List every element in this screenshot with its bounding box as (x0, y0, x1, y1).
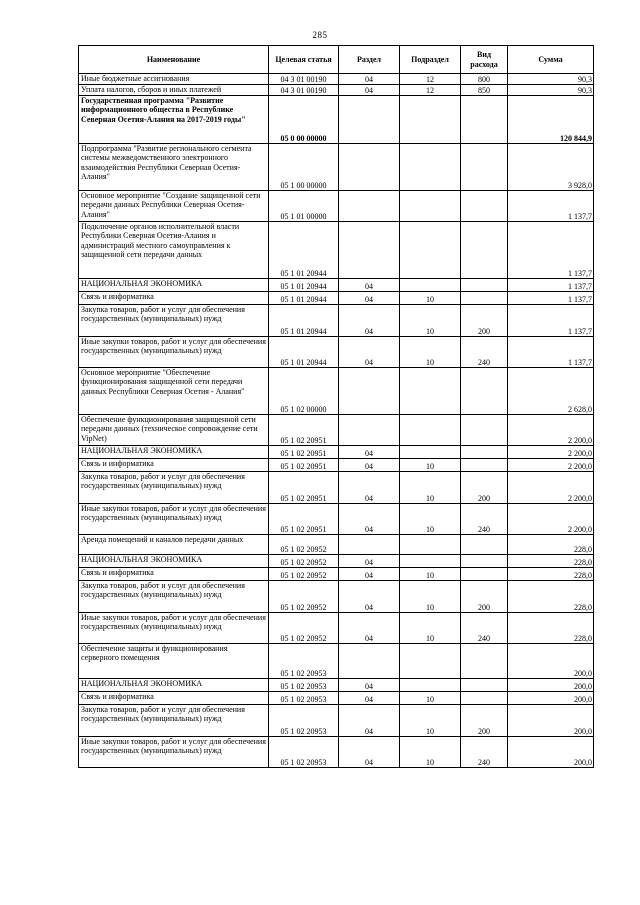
cell-section: 04 (339, 568, 400, 581)
cell-amount: 120 844,9 (508, 96, 594, 144)
cell-name: Обеспечение функционирования защищенной сети передачи данных (техническое сопровождение сети VipNet) (79, 415, 269, 446)
cell-target: 05 1 02 20952 (269, 555, 339, 568)
cell-section (339, 191, 400, 222)
cell-section: 04 (339, 705, 400, 737)
cell-name: Уплата налогов, сборов и иных платежей (79, 85, 269, 96)
table-row (79, 74, 594, 85)
cell-expense-type: 850 (461, 85, 508, 96)
cell-amount: 2 200,0 (508, 415, 594, 446)
cell-subsection (400, 222, 461, 279)
cell-expense-type (461, 415, 508, 446)
cell-subsection: 10 (400, 337, 461, 368)
cell-subsection: 10 (400, 292, 461, 305)
cell-subsection: 10 (400, 504, 461, 535)
table-row (79, 292, 594, 305)
cell-target: 05 0 00 00000 (269, 96, 339, 144)
cell-name: Иные бюджетные ассигнования (79, 74, 269, 85)
cell-target: 05 1 01 00000 (269, 191, 339, 222)
cell-name: НАЦИОНАЛЬНАЯ ЭКОНОМИКА (79, 279, 269, 292)
cell-subsection (400, 368, 461, 415)
cell-expense-type (461, 644, 508, 679)
cell-target: 05 1 02 20951 (269, 472, 339, 504)
cell-target: 05 1 01 20944 (269, 337, 339, 368)
cell-subsection (400, 144, 461, 191)
cell-expense-type: 240 (461, 613, 508, 644)
cell-expense-type: 800 (461, 74, 508, 85)
page-number: 285 (312, 30, 328, 40)
cell-expense-type: 200 (461, 581, 508, 613)
table-row (79, 459, 594, 472)
cell-subsection (400, 679, 461, 692)
cell-name: Основное мероприятие "Обеспечение функционирования защищенной сети передачи данных Республики Северная Осетия - Алания" (79, 368, 269, 415)
table-row (79, 96, 594, 144)
cell-expense-type: 240 (461, 737, 508, 768)
cell-target: 05 1 01 20944 (269, 222, 339, 279)
cell-expense-type (461, 279, 508, 292)
table-row (79, 191, 594, 222)
table-row (79, 446, 594, 459)
cell-subsection: 10 (400, 568, 461, 581)
cell-name: Закупка товаров, работ и услуг для обеспечения государственных (муниципальных) нужд (79, 305, 269, 337)
cell-subsection (400, 415, 461, 446)
cell-name: Иные закупки товаров, работ и услуг для обеспечения государственных (муниципальных) нужд (79, 613, 269, 644)
cell-expense-type (461, 555, 508, 568)
cell-name: Иные закупки товаров, работ и услуг для обеспечения государственных (муниципальных) нужд (79, 504, 269, 535)
cell-expense-type (461, 535, 508, 555)
cell-subsection: 10 (400, 692, 461, 705)
cell-section: 04 (339, 459, 400, 472)
table-body (79, 74, 594, 768)
table-row (79, 415, 594, 446)
cell-subsection: 12 (400, 74, 461, 85)
cell-subsection (400, 191, 461, 222)
cell-expense-type (461, 191, 508, 222)
cell-subsection (400, 446, 461, 459)
cell-subsection: 10 (400, 581, 461, 613)
cell-name: Связь и информатика (79, 692, 269, 705)
cell-section (339, 144, 400, 191)
cell-expense-type: 240 (461, 504, 508, 535)
col-header-subsection: Подраздел (400, 46, 461, 74)
cell-expense-type: 240 (461, 337, 508, 368)
table-row (79, 644, 594, 679)
cell-section: 04 (339, 292, 400, 305)
cell-expense-type (461, 96, 508, 144)
table-row (79, 705, 594, 737)
cell-amount: 200,0 (508, 679, 594, 692)
cell-subsection (400, 535, 461, 555)
cell-section: 04 (339, 737, 400, 768)
cell-amount: 1 137,7 (508, 191, 594, 222)
cell-section (339, 535, 400, 555)
cell-amount: 1 137,7 (508, 222, 594, 279)
cell-amount: 228,0 (508, 568, 594, 581)
cell-expense-type (461, 292, 508, 305)
cell-section: 04 (339, 305, 400, 337)
table-row (79, 85, 594, 96)
cell-target: 04 3 01 00190 (269, 85, 339, 96)
cell-amount: 200,0 (508, 692, 594, 705)
cell-amount: 228,0 (508, 613, 594, 644)
cell-expense-type: 200 (461, 305, 508, 337)
cell-subsection (400, 555, 461, 568)
cell-name: Закупка товаров, работ и услуг для обеспечения государственных (муниципальных) нужд (79, 581, 269, 613)
cell-amount: 90,3 (508, 74, 594, 85)
cell-target: 05 1 02 20953 (269, 705, 339, 737)
cell-amount: 228,0 (508, 535, 594, 555)
col-header-target: Целевая статья (269, 46, 339, 74)
table-row (79, 555, 594, 568)
cell-target: 05 1 02 20951 (269, 446, 339, 459)
cell-subsection: 10 (400, 613, 461, 644)
cell-target: 05 1 02 20953 (269, 692, 339, 705)
cell-target: 05 1 01 20944 (269, 305, 339, 337)
cell-target: 05 1 01 20944 (269, 279, 339, 292)
cell-section (339, 415, 400, 446)
cell-section: 04 (339, 581, 400, 613)
table-row (79, 305, 594, 337)
cell-amount: 2 628,0 (508, 368, 594, 415)
cell-section: 04 (339, 337, 400, 368)
cell-section: 04 (339, 85, 400, 96)
cell-subsection: 12 (400, 85, 461, 96)
cell-expense-type (461, 144, 508, 191)
cell-subsection: 10 (400, 472, 461, 504)
table-row (79, 368, 594, 415)
cell-subsection: 10 (400, 737, 461, 768)
cell-target: 05 1 00 00000 (269, 144, 339, 191)
cell-subsection (400, 644, 461, 679)
cell-expense-type: 200 (461, 472, 508, 504)
cell-name: Подпрограмма "Развитие регионального сегмента системы межведомственного электронного взаимодействия Республики Северная Осетия-Алания" (79, 144, 269, 191)
cell-section: 04 (339, 555, 400, 568)
cell-target: 05 1 02 20951 (269, 504, 339, 535)
table-row (79, 692, 594, 705)
cell-name: Подключение органов исполнительной власти Республики Северная Осетия-Алания и администраций местного самоуправления к защищенной сети передачи данных (79, 222, 269, 279)
table-row (79, 144, 594, 191)
cell-subsection: 10 (400, 705, 461, 737)
cell-name: Аренда помещений и каналов передачи данных (79, 535, 269, 555)
cell-expense-type (461, 692, 508, 705)
cell-target: 05 1 02 00000 (269, 368, 339, 415)
cell-amount: 90,3 (508, 85, 594, 96)
cell-name: Закупка товаров, работ и услуг для обеспечения государственных (муниципальных) нужд (79, 472, 269, 504)
cell-amount: 1 137,7 (508, 279, 594, 292)
cell-section (339, 644, 400, 679)
cell-amount: 2 200,0 (508, 504, 594, 535)
col-header-expense-type: Вид расхода (461, 46, 508, 74)
cell-name: Связь и информатика (79, 459, 269, 472)
cell-target: 05 1 02 20952 (269, 535, 339, 555)
cell-amount: 2 200,0 (508, 446, 594, 459)
cell-name: НАЦИОНАЛЬНАЯ ЭКОНОМИКА (79, 679, 269, 692)
cell-target: 05 1 02 20951 (269, 415, 339, 446)
table-row (79, 568, 594, 581)
cell-target: 05 1 01 20944 (269, 292, 339, 305)
col-header-name: Наименование (79, 46, 269, 74)
cell-section: 04 (339, 679, 400, 692)
budget-table (78, 45, 594, 768)
cell-amount: 1 137,7 (508, 305, 594, 337)
table-row (79, 679, 594, 692)
cell-amount: 2 200,0 (508, 459, 594, 472)
cell-amount: 228,0 (508, 555, 594, 568)
cell-name: Основное мероприятие "Создание защищенной сети передачи данных Республики Северная Осетия-Алания" (79, 191, 269, 222)
cell-section: 04 (339, 613, 400, 644)
cell-section: 04 (339, 74, 400, 85)
cell-name: НАЦИОНАЛЬНАЯ ЭКОНОМИКА (79, 555, 269, 568)
cell-amount: 200,0 (508, 737, 594, 768)
cell-target: 05 1 02 20953 (269, 644, 339, 679)
cell-target: 05 1 02 20952 (269, 568, 339, 581)
cell-section (339, 96, 400, 144)
cell-amount: 228,0 (508, 581, 594, 613)
cell-amount: 200,0 (508, 705, 594, 737)
cell-expense-type (461, 679, 508, 692)
table-row (79, 535, 594, 555)
cell-expense-type (461, 222, 508, 279)
cell-section (339, 222, 400, 279)
cell-name: Государственная программа "Развитие информационного общества в Республике Северная Осетия-Алания на 2017-2019 годы" (79, 96, 269, 144)
cell-subsection: 10 (400, 305, 461, 337)
table-row (79, 581, 594, 613)
cell-target: 05 1 02 20953 (269, 679, 339, 692)
cell-expense-type (461, 459, 508, 472)
cell-expense-type (461, 568, 508, 581)
cell-section (339, 368, 400, 415)
table-row (79, 613, 594, 644)
table-row (79, 504, 594, 535)
cell-name: Связь и информатика (79, 292, 269, 305)
cell-expense-type (461, 368, 508, 415)
cell-name: Закупка товаров, работ и услуг для обеспечения государственных (муниципальных) нужд (79, 705, 269, 737)
cell-amount: 1 137,7 (508, 292, 594, 305)
cell-amount: 2 200,0 (508, 472, 594, 504)
cell-expense-type: 200 (461, 705, 508, 737)
cell-target: 05 1 02 20952 (269, 581, 339, 613)
col-header-amount: Сумма (508, 46, 594, 74)
cell-section: 04 (339, 279, 400, 292)
cell-name: Иные закупки товаров, работ и услуг для обеспечения государственных (муниципальных) нужд (79, 737, 269, 768)
col-header-section: Раздел (339, 46, 400, 74)
cell-target: 05 1 02 20951 (269, 459, 339, 472)
cell-subsection: 10 (400, 459, 461, 472)
cell-amount: 200,0 (508, 644, 594, 679)
table-row (79, 472, 594, 504)
cell-section: 04 (339, 472, 400, 504)
cell-target: 05 1 02 20952 (269, 613, 339, 644)
table-header-row (79, 46, 594, 74)
cell-expense-type (461, 446, 508, 459)
cell-subsection (400, 96, 461, 144)
cell-name: НАЦИОНАЛЬНАЯ ЭКОНОМИКА (79, 446, 269, 459)
table-row (79, 222, 594, 279)
table-row (79, 337, 594, 368)
table-row (79, 737, 594, 768)
cell-section: 04 (339, 446, 400, 459)
cell-amount: 3 928,0 (508, 144, 594, 191)
cell-target: 04 3 01 00190 (269, 74, 339, 85)
cell-target: 05 1 02 20953 (269, 737, 339, 768)
cell-name: Связь и информатика (79, 568, 269, 581)
cell-name: Иные закупки товаров, работ и услуг для обеспечения государственных (муниципальных) нужд (79, 337, 269, 368)
cell-amount: 1 137,7 (508, 337, 594, 368)
cell-section: 04 (339, 692, 400, 705)
cell-section: 04 (339, 504, 400, 535)
table-row (79, 279, 594, 292)
cell-name: Обеспечение защиты и функционирования серверного помещения (79, 644, 269, 679)
cell-subsection (400, 279, 461, 292)
